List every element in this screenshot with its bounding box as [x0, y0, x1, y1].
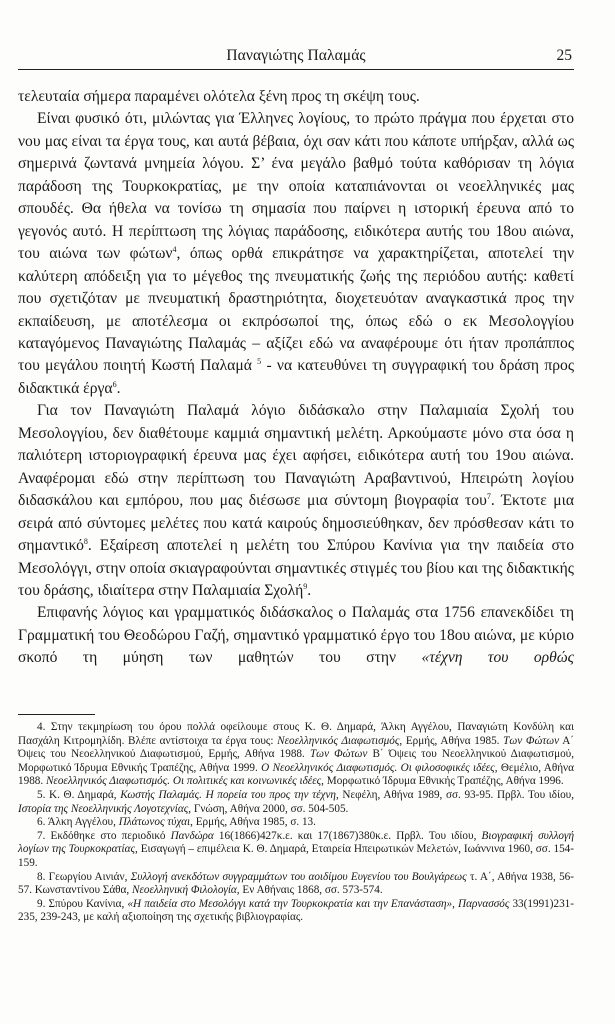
footnote-9 — [18, 898, 574, 925]
page-number: 25 — [556, 47, 572, 64]
text-run: , Ερμής, Αθήνα 1985. — [399, 734, 504, 747]
italic-title: Των Φώτων — [309, 748, 368, 761]
footnote-ref-4[interactable]: 4 — [172, 245, 177, 255]
text-run: . — [116, 379, 121, 397]
text-run: - να κατευθύνει τη συγγραφική του δράση προς διδακτικά έργα — [18, 357, 574, 397]
text-run: , — [452, 897, 459, 910]
footnotes — [18, 721, 574, 925]
text-run: , Νεφέλη, Αθήνα 1989, σσ. 93-95. Πρβλ. Του ιδίου, — [335, 788, 575, 801]
italic-title: Κωστής Παλαμάς. Η πορεία του προς την τέχνη — [120, 788, 336, 801]
footnote-ref-7[interactable]: 7 — [486, 492, 491, 502]
text-run: τελευταία σήμερα παραμένει ολότελα ξένη προς τη σκέψη τους. — [18, 88, 420, 105]
running-title: Παναγιώτης Παλαμάς — [226, 47, 366, 64]
text-run: Για τον Παναγιώτη Παλαμά λόγιο διδάσκαλο στην Παλαμιαία Σχολή του Μεσολογγίου, δεν διαθέτουμε καμμιά σημαντική μελέτη. Αρκούμαστε μόνο στα όσα η παλιότερη ιστοριογραφική έρευνα μας έχει αφήσει, ειδικότερα αυτή του 19ου αιώνα. Αναφέρομαι εδώ στην περίπτωση του Παναγιώτη Αραβαντινού, Ηπειρώτη λογίου διδασκάλου και εμπόρου, που μας διέσωσε μια σύντομη βιογραφία του — [18, 402, 574, 510]
paragraph — [18, 400, 574, 602]
text-run: 5. Κ. Θ. Δημαρά, — [37, 788, 121, 801]
italic-title: Πανδώρα — [170, 829, 214, 842]
text-run: 7. Εκδόθηκε στο περιοδικό — [37, 829, 171, 842]
text-run: , Θεμέλιο, Αθήνα 1988. — [18, 761, 574, 788]
paragraph-continued — [18, 86, 574, 108]
text-run: , Εισαγωγή – επιμέλεια Κ. Θ. Δημαρά, Εταιρεία Ηπειρωτικών Μελετών, Ιωάννινα 1960, σσ. 154-159. — [18, 843, 574, 869]
footnote-divider — [18, 714, 95, 715]
italic-title: Νεοελληνικός Διαφωτισμός — [277, 734, 400, 747]
text-run: . Εξαίρεση αποτελεί η μελέτη του Σπύρου Κανίνια για την παιδεία στο Μεσολόγγι, στην οποία σκιαγραφούνται σημαντικές στιγμές του βίου και της διδακτικής του δράσης, ιδιαίτερα στην Παλαμιαία Σχολή — [18, 537, 574, 599]
text-run: , όπως ορθά επικράτησε να χαρακτηρίζεται, αποτελεί την καλύτερη απόδειξη για το μέγεθος της πνευματικής ζωής της περιόδου αυτής: καθετί που σχετιζόταν με πνευματική δραστηριότητα, διοχετευόταν αναγκαστικά προς την εκπαίδευση, με αποτέλεσμα οι εκπρόσωποί της, όπως εδώ ο εκ Μεσολογγίου καταγόμενος Παναγιώτης Παλαμάς – αξίζει εδώ να αναφέρουμε ότι ήταν προπάππος του μεγάλου ποιητή Κωστή Παλαμά — [18, 245, 574, 375]
running-header — [18, 47, 574, 70]
italic-title: Νεοελληνικός Διαφωτισμός. Οι πολιτικές και κοινωνικές ιδέες — [45, 775, 322, 788]
footnote-ref-8[interactable]: 8 — [83, 537, 88, 547]
text-run: 33(1991)231-235, 239-243, με καλή αξιοποίηση της σχετικής βιβλιογραφίας. — [18, 897, 574, 924]
footnote-ref-6[interactable]: 6 — [112, 379, 117, 389]
italic-title: Πλάτωνος τύχαι — [118, 816, 191, 829]
text-run: . — [307, 581, 312, 599]
footnote-ref-5[interactable]: 5 — [257, 357, 262, 367]
text-run: 16(1866)427κ.ε. και 17(1867)380κ.ε. Πρβλ. Του ιδίου, — [213, 829, 482, 842]
italic-title: Βιογραφική συλλογή λογίων της Τουρκοκρατίας — [18, 829, 574, 856]
text-run: , Ερμής, Αθήνα 1985, σ. 13. — [190, 816, 316, 829]
paragraph — [18, 108, 574, 400]
italic-quote: «τέχνη του ορθώς — [421, 649, 574, 667]
italic-title: Συλλογή ανεκδότων συγγραμμάτων του αοιδίμου Ευγενίου του Βουλγάρεως — [130, 870, 467, 883]
text-run: Επιφανής λόγιος και γραμματικός διδάσκαλος ο Παλαμάς στα 1756 επανεκδίδει τη Γραμματική του Θεοδώρου Γαζή, σημαντικό γραμματικό έργο του 18ου αιώνα, με κύριο σκοπό τη μύηση των μαθητών του στην — [18, 604, 574, 667]
main-text — [18, 86, 574, 670]
text-run: 8. Γεωργίου Αινιάν, — [37, 870, 131, 883]
text-run: . Έκτοτε μια σειρά από σύντομες μελέτες που κατά καιρούς δημοσιεύθηκαν, δεν πρόσθεσαν κάτι το σημαντικό — [18, 492, 574, 555]
text-run: τ. Α΄, Αθήνα 1938, 56-57. Κωνσταντίνου Σάθα, — [18, 870, 574, 897]
italic-title: «Η παιδεία στο Μεσολόγγι κατά την Τουρκοκρατία και την Επανάσταση» — [127, 897, 453, 910]
footnote-7 — [18, 830, 574, 871]
italic-title: Ο Νεοελληνικός Διαφωτισμός. Οι φιλοσοφικές ιδέες — [261, 761, 495, 774]
italic-title: Ιστορία της Νεοελληνικής Λογοτεχνίας — [18, 802, 189, 815]
text-run: , Μορφωτικό Ίδρυμα Εθνικής Τραπέζης, Αθήνα 1996. — [321, 775, 564, 788]
footnote-6 — [18, 816, 574, 830]
footnote-5 — [18, 789, 574, 816]
text-run: 4. Στην τεκμηρίωση του όρου πολλά οφείλουμε στους Κ. Θ. Δημαρά, Άλκη Αγγέλου, Παναγιώτη Κονδύλη και Πασχάλη Κιτρομηλίδη. Βλέπε αντίστοιχα τα έργα τους: — [18, 721, 574, 747]
footnote-8 — [18, 871, 574, 898]
italic-title: Παρνασσός — [458, 897, 510, 910]
italic-title: Νεοελληνική Φιλολογία — [132, 884, 237, 897]
text-run: , Εν Αθήναις 1868, σσ. 573-574. — [236, 884, 383, 897]
text-run: 6. Άλκη Αγγέλου, — [37, 816, 119, 829]
italic-title: Των Φώτων — [503, 734, 560, 747]
text-run: , Γνώση, Αθήνα 2000, σσ. 504-505. — [188, 802, 349, 815]
text-run: Είναι φυσικό ότι, μιλώντας για Έλληνες λογίους, το πρώτο πράγμα που έρχεται στο νου μας είναι τα έργα τους, και αυτά βέβαια, όχι σαν κάτι που κάποτε υπήρξαν, αλλά ως σημερινά ζωντανά μνημεία λόγου. Σ’ ένα μεγάλο βαθμό τούτα καθόρισαν τη λόγια παράδοση της Τουρκοκρατίας, με την οποία καταπιάνονται οι νεοελληνικές μας σπουδές. Θα ήθελα να τονίσω τη σημασία που παίρνει η ιστορική έρευνα από το γεγονός αυτό. Η περίπτωση της λόγιας παράδοσης, ειδικότερα αυτής του 18ου αιώνα, του αιώνα των φώτων — [18, 110, 574, 263]
text-run: Β΄ Όψεις του Νεοελληνικού Διαφωτισμού, Μορφωτικό Ίδρυμα Εθνικής Τραπέζης, Αθήνα 1999. — [18, 748, 574, 774]
text-run: 9. Σπύρου Κανίνια, — [37, 897, 128, 910]
text-run: Α΄ Όψεις του Νεοελληνικού Διαφωτισμού, Ερμής, Αθήνα 1988. — [18, 734, 574, 761]
footnote-4 — [18, 721, 574, 789]
footnote-ref-9[interactable]: 9 — [303, 581, 308, 591]
paragraph — [18, 602, 574, 669]
